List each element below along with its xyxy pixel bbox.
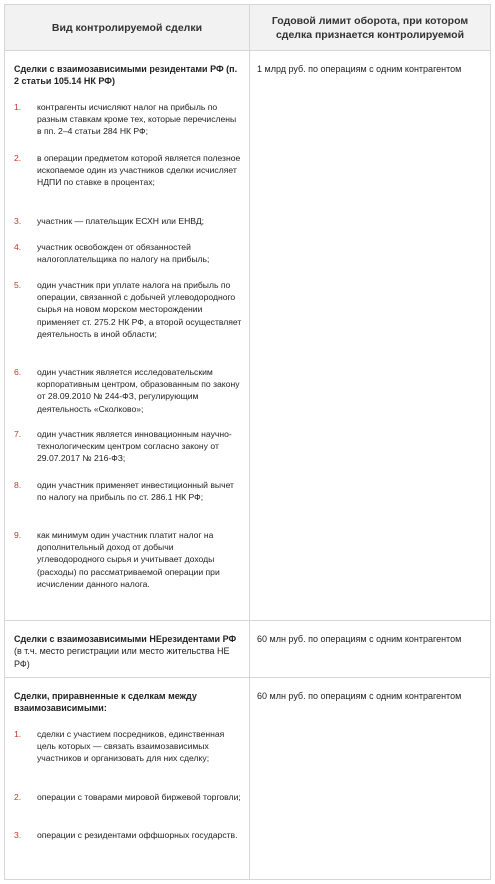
item-number: 1. [14,102,22,112]
item-number: 8. [14,480,22,490]
row-divider [5,677,490,678]
item-number: 2. [14,792,22,802]
header-col-annual-limit: Годовой лимит оборота, при котором сделка признается контролируемой [271,14,469,41]
item-text: контрагенты исчисляют налог на прибыль по разным ставкам кроме тех, которые перечислены в пп. 2–4 статьи 284 НК РФ; [37,102,237,137]
item-text: сделки с участием посредников, единственная цель которых — связать взаимозависимых участников и организовать для них сделку; [37,729,225,764]
table-header [5,5,490,51]
item-number: 7. [14,429,22,439]
item-text: операции с товарами мировой биржевой торговли; [37,792,241,802]
item-text: один участник применяет инвестиционный вычет по налогу на прибыль по ст. 286.1 НК РФ; [37,480,234,503]
item-text: участник освобожден от обязанностей налогоплательщика по налогу на прибыль; [37,242,210,265]
row-limit: 1 млрд руб. по операциям с одним контрагентом [257,64,462,74]
row-limit: 60 млн руб. по операциям с одним контрагентом [257,691,462,701]
item-text: один участник является инновационным научно-технологическим центром согласно закону от 29.07.2017 № 216-ФЗ; [37,429,232,464]
item-text: один участник при уплате налога на прибыль по операции, связанной с добычей углеводородного сырья на новом морском месторождении применяет ст. 275.2 НК РФ, а второй осуществляет деятельность в иной области; [37,280,242,339]
item-text: операции с резидентами оффшорных государств. [37,830,238,840]
item-number: 5. [14,280,22,290]
item-number: 3. [14,830,22,840]
item-number: 1. [14,729,22,739]
row-title: Сделки с взаимозависимыми НЕрезидентами РФ [14,634,237,644]
item-text: как минимум один участник платит налог на дополнительный доход от добычи углеводородного сырья и учитывает доходы (расходы) по рассматриваемой операции при исчислении данного налога. [37,530,220,589]
row-subtitle: (в т.ч. место регистрации или место жительства НЕ РФ) [14,646,230,669]
controlled-transactions-table [4,4,491,880]
header-col-transaction-type: Вид контролируемой сделки [51,21,203,34]
item-text: один участник является исследовательским корпоративным центром, образованным по закону от 28.09.2010 № 244-ФЗ, регулирующим деятельность «Сколково»; [37,367,240,414]
column-divider [249,5,250,879]
row-title-block [14,633,242,670]
row-title: Сделки с взаимозависимыми резидентами РФ (п. 2 статьи 105.14 НК РФ) [14,64,238,87]
row-limit: 60 млн руб. по операциям с одним контрагентом [257,634,462,644]
item-number: 4. [14,242,22,252]
item-number: 3. [14,216,22,226]
row-title: Сделки, приравненные к сделкам между взаимозависимыми: [14,691,197,714]
item-text: в операции предметом которой является полезное ископаемое один из участников сделки исчисляет НДПИ по ставке в процентах; [37,153,241,188]
item-number: 2. [14,153,22,163]
row-divider [5,620,490,621]
item-number: 9. [14,530,22,540]
item-number: 6. [14,367,22,377]
item-text: участник — плательщик ЕСХН или ЕНВД; [37,216,205,226]
